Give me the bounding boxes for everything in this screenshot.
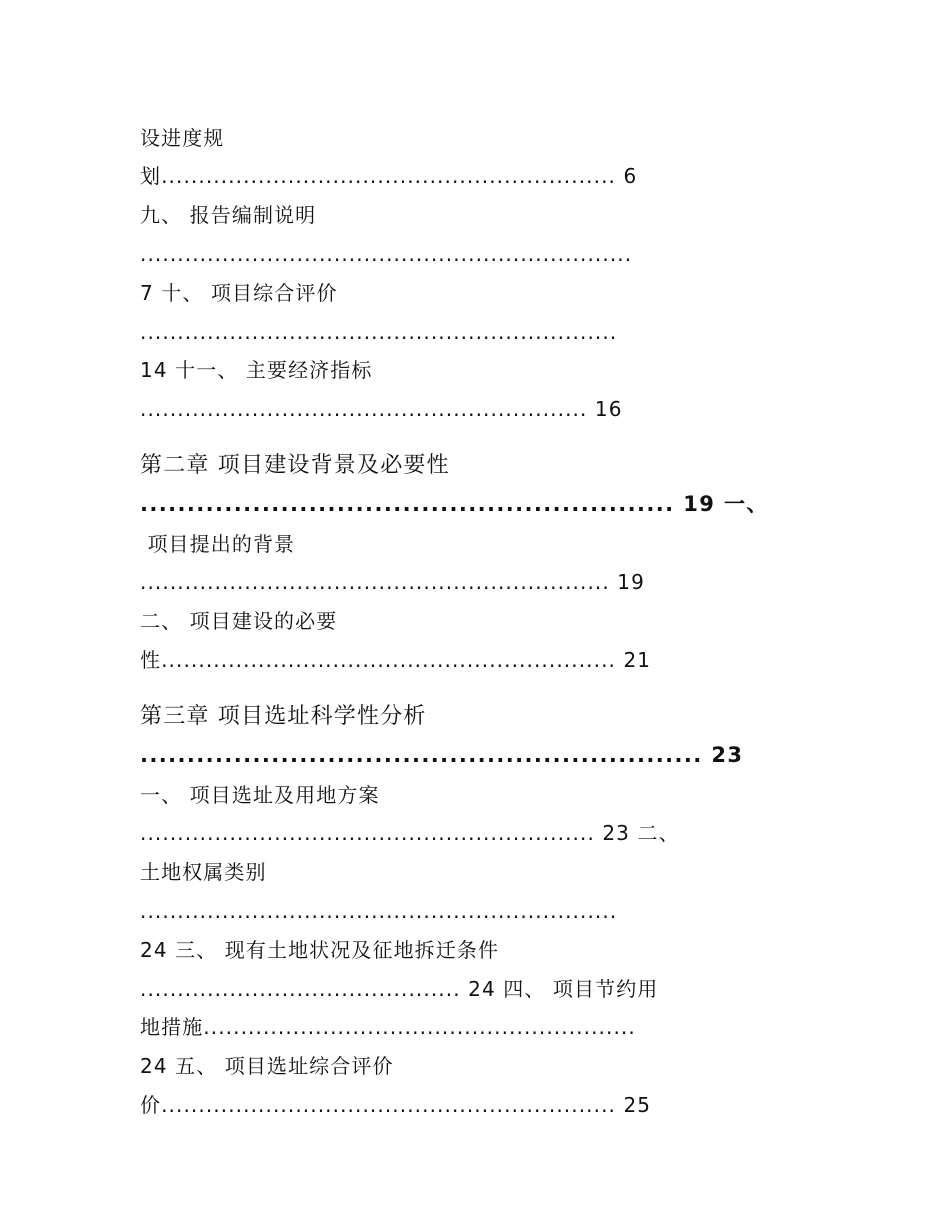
chapter-heading: 第二章 项目建设背景及必要性 xyxy=(140,453,450,478)
toc-line: ............................................................. 23 二、 xyxy=(140,821,680,845)
toc-line: ............................................................ 16 xyxy=(140,397,623,421)
toc-line: 价............................................................. 25 xyxy=(140,1093,652,1117)
toc-line: 土地权属类别 xyxy=(140,860,267,884)
chapter-leader: ............................................................ 23 xyxy=(140,743,744,767)
toc-line: 二、 项目建设的必要 xyxy=(140,609,338,633)
toc-line: ........................................... 24 四、 项目节约用 xyxy=(140,977,659,1001)
toc-line: 性............................................................. 21 xyxy=(140,648,652,672)
toc-line: .................................................................. xyxy=(140,242,633,266)
toc-line: 14 十一、 主要经济指标 xyxy=(140,358,373,382)
toc-line: 设进度规 xyxy=(140,126,225,150)
toc-line: 7 十、 项目综合评价 xyxy=(140,281,338,305)
toc-line: ................................................................ xyxy=(140,899,618,923)
toc-line: 地措施.......................................................... xyxy=(140,1015,636,1039)
toc-line: ................................................................ xyxy=(140,320,618,344)
toc-line: ............................................................... 19 xyxy=(140,570,645,594)
toc-line: 项目提出的背景 xyxy=(140,532,296,556)
chapter-leader: ......................................................... 19 一、 xyxy=(140,492,769,516)
toc-line: 划............................................................. 6 xyxy=(140,164,638,188)
toc-line: 24 三、 现有土地状况及征地拆迁条件 xyxy=(140,938,500,962)
chapter-heading: 第三章 项目选址科学性分析 xyxy=(140,704,427,729)
toc-line: 24 五、 项目选址综合评价 xyxy=(140,1054,394,1078)
toc-line: 一、 项目选址及用地方案 xyxy=(140,783,380,807)
toc-line: 九、 报告编制说明 xyxy=(140,203,317,227)
